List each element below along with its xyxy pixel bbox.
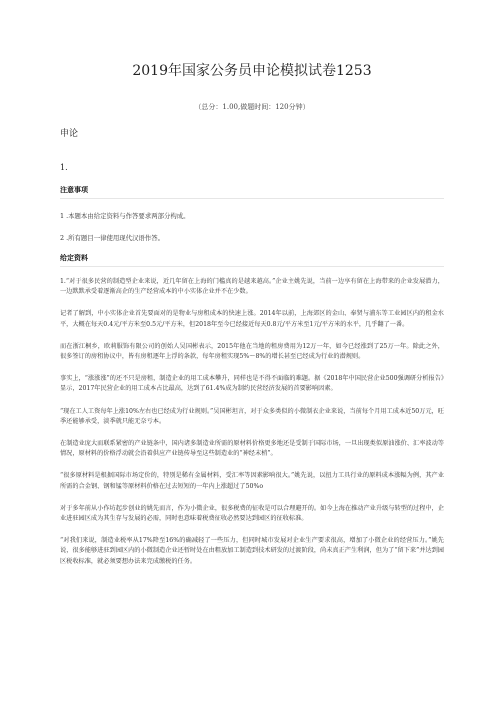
material-paragraph-1: 1.“对于很多民营的制造型企业来说，近几年留在上海的门槛真的是越来越高。”企业主姚先说，当前一边享有留在上海带来的企业发展潜力，一边默默承受着逐渐高企的生产经营成本的中小实体企业并不在少数。 [60,278,444,296]
document-title: 2019年国家公务员申论模拟试卷1253 [132,63,372,79]
material-paragraph-9: “对我们来说，制造业税率从17%降至16%的确减轻了一些压力，但同时城市发展对企业生产要求很高，增加了小微企业的经营压力。”姚先说，很多能够进驻到园区内的小微制造企业还暂时处在由粗放加工制造到技术研发的过渡阶段，尚未真正产生利润，但为了“留下来”并达到园区税收标准，就必须要想办法来完成缴税的任务。 [60,537,444,565]
material-paragraph-5: “现在工人工资每年上涨10%左右也已经成为行业规则。”吴国彬坦言，对于众多类似的小微制衣企业来说，当前每个月用工成本近50万元，旺季还能够承受，淡季就只能无奈亏本。 [60,407,444,425]
material-paragraph-3: 而在浙江桐乡，欧莉服饰有限公司的创始人吴国彬表示，2015年他在当地的租房费用为12万一年，如今已经涨到了25万一年。除此之外，很多签订的房租协议中，皆有房租逐年上浮的条款，每年房租实现5%～8%的增长甚至已经成为行业的潜规则。 [60,342,444,361]
material-paragraph-6: 在制造业庞大而联系紧密的产业链条中，国内诸多制造业所需的原材料价格更多地还是受制于国际市场，一旦出现类似原油涨价、汇率波动等情况，原材料的价格浮动就会沿着供应产业链传导至这些制造业的“神经末梢”。 [60,440,444,458]
question-number: 1. [60,163,68,172]
material-paragraph-7: “很多原材料是根据国际市场定价的，特别是稀有金属材料，受汇率等因素影响很大。”姚先说，以扭力工具行业的原料成本涨幅为例，其产业所需的合金钢、钢和锰等原材料价格在过去短短的一年内上涨超过了50%o [60,472,444,490]
notice-item-1: 1 .本题本由给定资料与作答要求两部分构成。 [60,212,190,220]
section-label: 申论 [60,129,79,139]
materials-heading: 给定资料 [60,253,88,262]
material-paragraph-2: 记者了解到，中小实体企业首先要面对的是物业与房租成本的快速上涨。2014年以前，上海郊区的金山、奉贤与浦东等工业园区内的租金水平，大概在每天0.4元/平方米至0.5元/平方米，但2018年至今已经接近每天0.8元/平方米至1元/平方米的水平，几乎翻了一番。 [60,310,444,328]
notice-item-2: 2 .所有题目一律使用现代汉语作答。 [60,234,164,242]
notice-heading: 注意事项 [60,185,88,194]
document-subtitle: （总分：1.00,做题时间：120分钟） [194,103,310,111]
materials-divider [60,266,444,267]
notice-divider [60,198,444,199]
material-paragraph-4: 事实上，“涨涨涨”的还不只是房租，制造企业的用工成本攀升，同样也是不得不面临的难题。据《2018年中国民营企业500强调研分析报告》显示，2017年民营企业的用工成本占比最高，达到了61.4%成为制约民营经济发展的首要影响因素。 [60,375,444,393]
material-paragraph-8: 对于多年前从小作坊起步创业的姚先而言，作为小微企业，很多税费的征收是可以合理避开的。如今上海在推动产业升级与转型的过程中，企业进驻园区成为其生存与发展的必需，同时也意味着税费征收必然要达到园区的征收标准。 [60,504,444,523]
